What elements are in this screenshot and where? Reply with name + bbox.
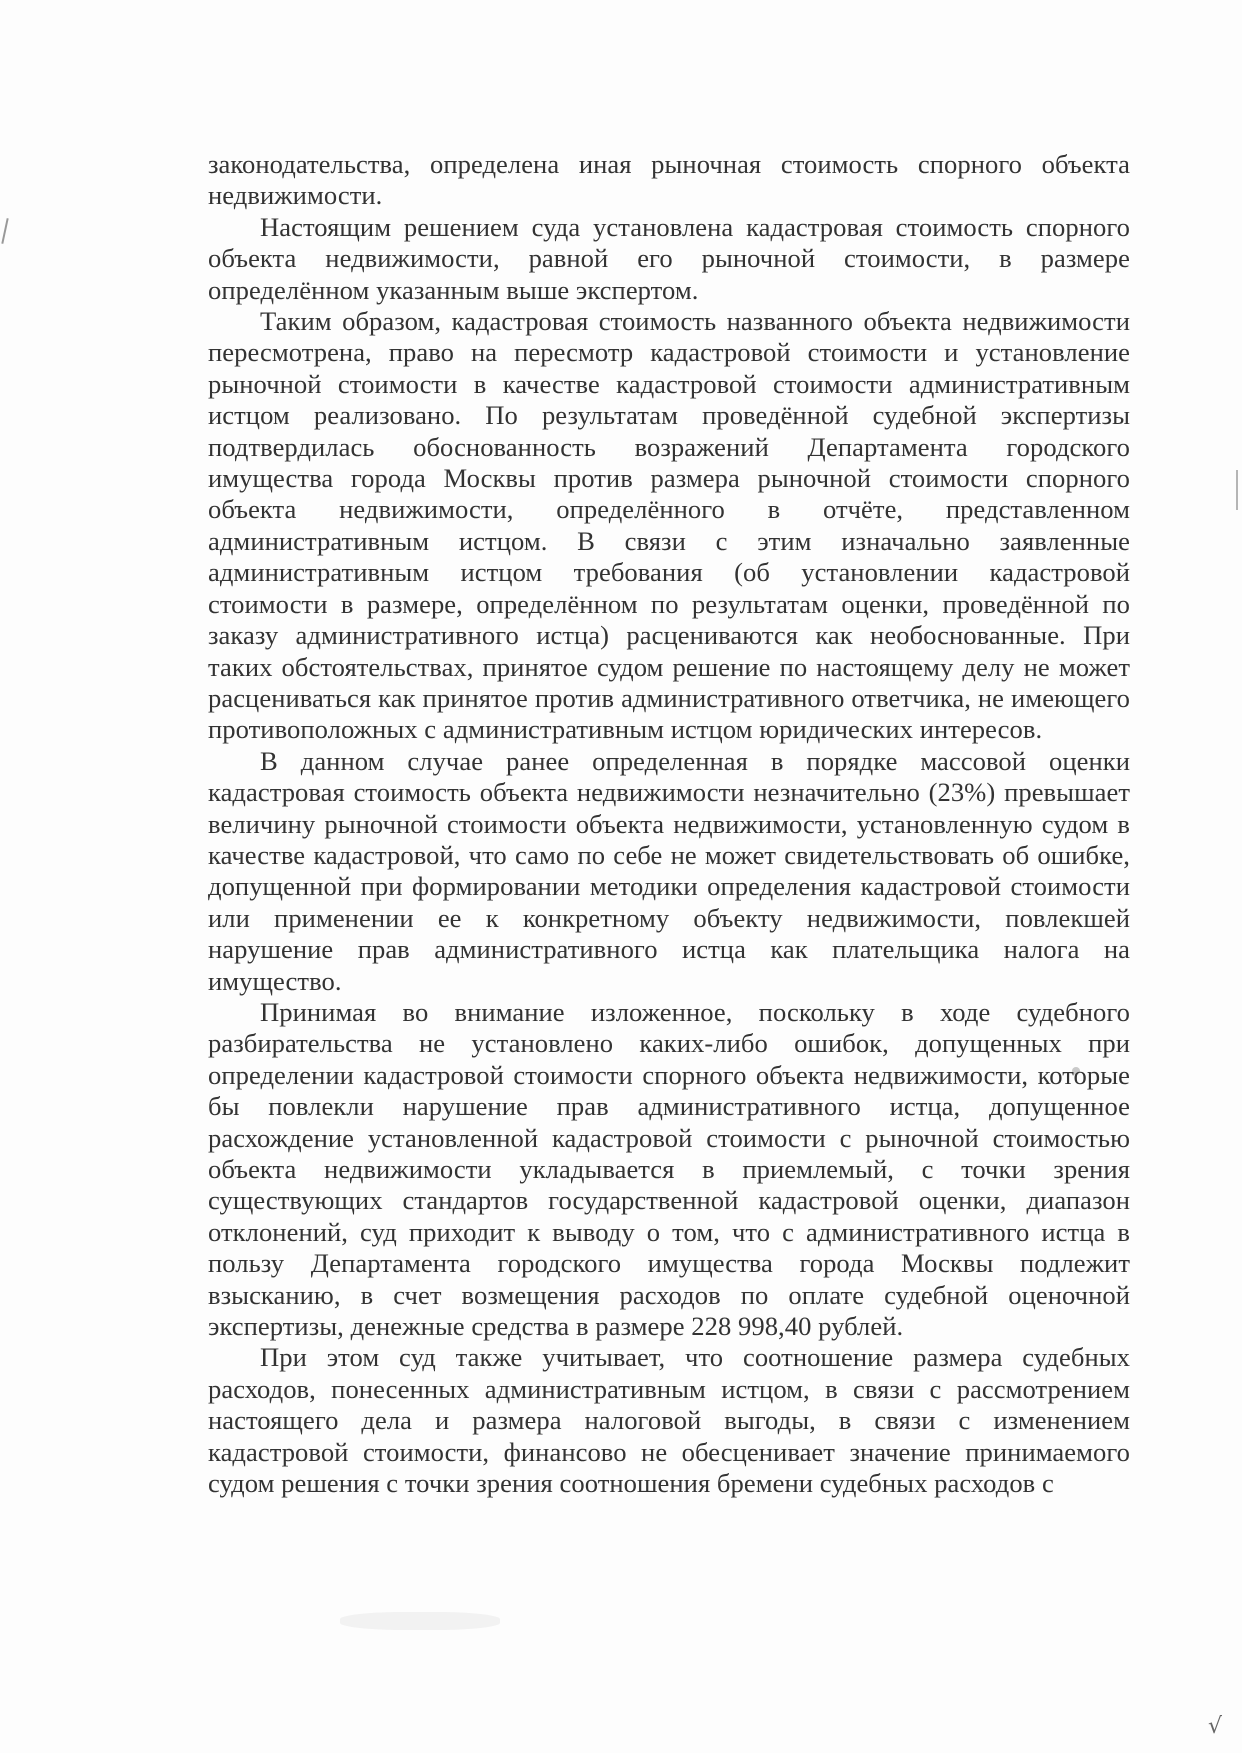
paragraph-deviation: В данном случае ранее определенная в порядке массовой оценки кадастровая стоимость объекта недвижимости незначительно (23%) превышает величину рыночной стоимости объекта недвижимости, установленную судом в качестве кадастровой, что само по себе не может свидетельствовать об ошибке, допущенной при формировании методики определения кадастровой стоимости или применении ее к конкретному объекту недвижимости, повлекшей нарушение прав административного истца как плательщика налога на имущество. — [208, 745, 1130, 996]
paragraph-continuation: законодательства, определена иная рыночная стоимость спорного объекта недвижимости. — [208, 149, 1130, 211]
scan-edge-mark — [1236, 470, 1238, 510]
paragraph-revision-result: Таким образом, кадастровая стоимость названного объекта недвижимости пересмотрена, право на пересмотр кадастровой стоимости и установление рыночной стоимости в качестве кадастровой стоимости административным истцом реализовано. По результатам проведённой судебной экспертизы подтвердилась обоснованность возражений Департамента городского имущества города Москвы против размера рыночной стоимости спорного объекта недвижимости, определённого в отчёте, представленном административным истцом. В связи с этим изначально заявленные административным истцом требования (об установлении кадастровой стоимости в размере, определённом по результатам оценки, проведённой по заказу административного истца) расцениваются как необоснованные. При таких обстоятельствах, принятое судом решение по настоящему делу не может расцениваться как принятое против административного ответчика, не имеющего противоположных с административным истцом юридических интересов. — [208, 306, 1130, 745]
paragraph-costs-ratio: При этом суд также учитывает, что соотношение размера судебных расходов, понесенных административным истцом, в связи с рассмотрением настоящего дела и размера налоговой выгоды, в связи с изменением кадастровой стоимости, финансово не обесценивает значение принимаемого судом решения с точки зрения соотношения бремени судебных расходов с — [208, 1342, 1130, 1499]
document-body — [208, 149, 1130, 1499]
faint-stamp-trace — [340, 1612, 500, 1630]
paragraph-cadastral-value-set: Настоящим решением суда установлена кадастровая стоимость спорного объекта недвижимости, равной его рыночной стоимости, в размере определённом указанным выше экспертом. — [208, 211, 1130, 305]
scan-edge-mark — [1, 218, 8, 244]
paragraph-costs-recovery: Принимая во внимание изложенное, поскольку в ходе судебного разбирательства не установлено каких-либо ошибок, допущенных при определении кадастровой стоимости спорного объекта недвижимости, которые бы повлекли нарушение прав административного истца, допущенное расхождение установленной кадастровой стоимости с рыночной стоимостью объекта недвижимости укладывается в приемлемый, с точки зрения существующих стандартов государственной кадастровой оценки, диапазон отклонений, суд приходит к выводу о том, что с административного истца в пользу Департамента городского имущества города Москвы подлежит взысканию, в счет возмещения расходов по оплате судебной оценочной экспертизы, денежные средства в размере 228 998,40 рублей. — [208, 996, 1130, 1342]
corner-check-mark: √ — [1207, 1714, 1222, 1739]
